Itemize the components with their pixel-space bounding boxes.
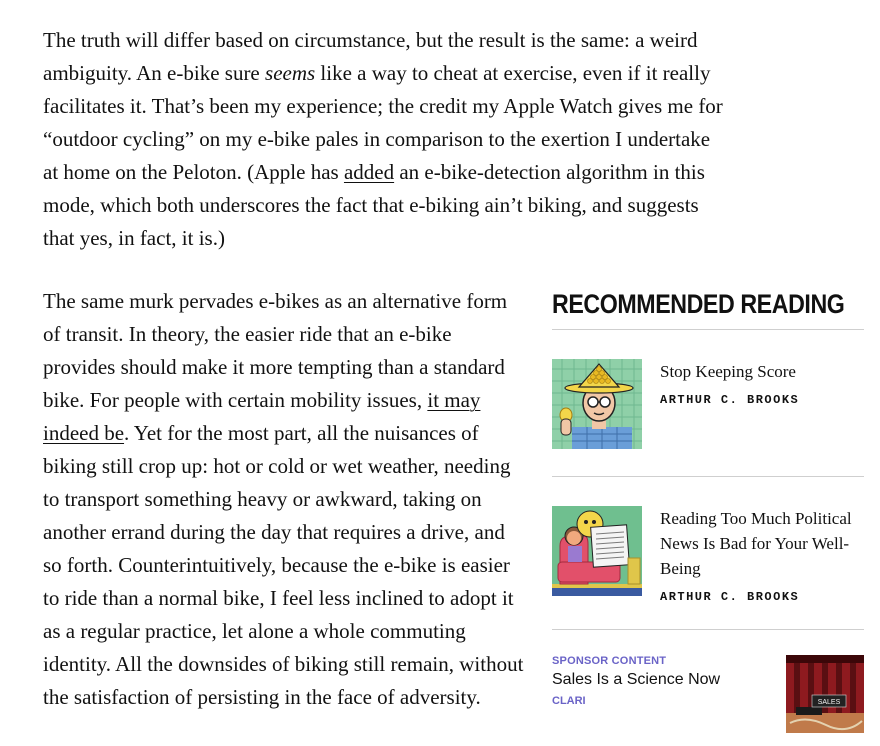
paragraph-text: like a way to cheat at exercise, even if it really facilitates it. That’s been my experience; the credit my Apple Watch gives me for “outdoor cycling” on my e-bike pales in comparison to the exertion I undertake at home on the Peloton. (Apple has [43, 61, 723, 184]
mobility-link[interactable]: it may indeed be [43, 388, 481, 445]
divider [552, 329, 864, 330]
recommended-link[interactable] [660, 506, 864, 610]
divider [552, 476, 864, 477]
recommended-author: ARTHUR C. BROOKS [660, 590, 800, 604]
emphasis-text: seems [265, 61, 316, 85]
stage-curtain-image-icon[interactable] [786, 655, 864, 733]
recommended-title[interactable]: Reading Too Much Political News Is Bad for Your Well-Being [660, 509, 852, 578]
illustration-man-gold-hat-icon[interactable] [552, 359, 642, 449]
recommended-item[interactable] [552, 359, 864, 449]
paragraph-text: . Yet for the most part, all the nuisances of biking still crop up: hot or cold or wet weather, needing to transport something heavy or awkward, taking on another errand during the day that requires a drive, and so forth. Counterintuitively, because the e-bike is easier to ride than a normal bike, I feel less inclined to adopt it as a regular practice, let alone a whole commuting identity. All the downsides of biking still remain, without the satisfaction of persisting in the face of adversity. [43, 421, 524, 709]
added-link[interactable]: added [343, 160, 395, 184]
recommended-author: ARTHUR C. BROOKS [660, 393, 800, 407]
divider [552, 629, 864, 630]
paragraph-text: an e-bike-detection algorithm in this mode, which both underscores the fact that e-biking ain’t biking, and suggests that yes, in fact, it is.) [43, 160, 705, 250]
paragraph-text: The same murk pervades e-bikes as an alternative form of transit. In theory, the easier ride that an e-bike provides should make it more tempting than a standard bike. For people with certain mobility issues, [43, 289, 508, 412]
illustration-newspaper-reader-icon[interactable] [552, 506, 642, 596]
recommended-heading: RECOMMENDED READING [552, 289, 845, 319]
image-caption: SALES [817, 699, 841, 706]
paragraph-text: The truth will differ based on circumstance, but the result is the same: a weird ambiguity. An e-bike sure [43, 28, 698, 85]
sponsor-brand[interactable]: CLARI [552, 695, 586, 707]
recommended-reading [552, 286, 864, 707]
sponsor-label: SPONSOR CONTENT [552, 655, 667, 667]
recommended-title[interactable]: Stop Keeping Score [660, 362, 796, 381]
recommended-link[interactable] [660, 359, 864, 413]
sponsor-content[interactable] [552, 655, 864, 733]
recommended-item[interactable] [552, 506, 864, 604]
article-paragraph-2 [43, 285, 528, 714]
article-paragraph-1 [43, 24, 723, 255]
sponsor-title[interactable]: Sales Is a Science Now [552, 671, 721, 688]
